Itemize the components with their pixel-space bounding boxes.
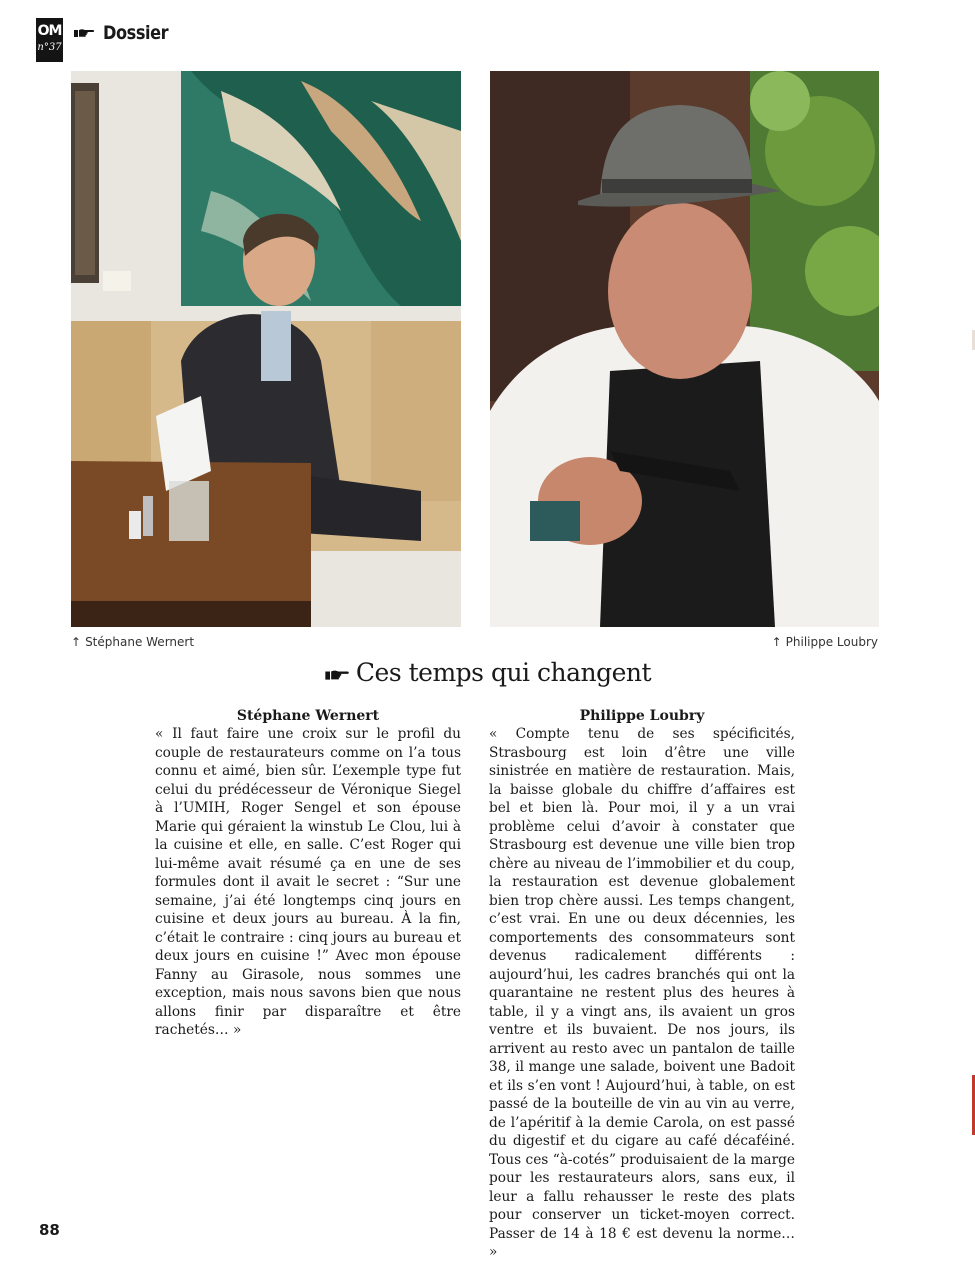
speaker-name: Philippe Loubry xyxy=(579,708,705,724)
page-number: 88 xyxy=(39,1221,60,1239)
pointing-hand-icon xyxy=(324,668,350,682)
photo-caption-right xyxy=(772,635,878,649)
quote-text: « Compte tenu de ses spécificités, Strasbourg est loin d’être une ville sinistrée en matière de restauration. Mais, la baisse globale du chiffre d’affaires est bel et bien là. Pour moi, il y a un vrai problème celui d’avoir à constater que Strasbourg est devenue une ville bien trop chère au niveau de l’immobilier et du coup, la restauration est devenue globalement bien trop chère aussi. Les temps changent, c’est vrai. En une ou deux décennies, les comportements des consommateurs sont devenus radicalement différents : aujourd’hui, les cadres branchés qui ont la quarantaine ne restent plus des heures à table, il y a vingt ans, ils avaient un gros ventre et ils buvaient. De nos jours, ils arrivent au resto avec un pantalon de taille 38, il mange une salade, boivent une Badoit et ils s’en vont ! Aujourd’hui, à table, on est passé de la bouteille de vin au vin au verre, de l’apéritif à la demie Carola, on est passé du digestif et du cigare au café décaféiné. Tous ces “à-cotés” produisaient de la marge pour les restaurateurs alors, sans eux, il leur a fallu rehausser le reste des plats pour conserver un ticket-moyen correct. Passer de 14 à 18 € est devenu la norme… » xyxy=(489,726,795,1260)
quote-text: « Il faut faire une croix sur le profil du couple de restaurateurs comme on l’a tous connu et aimé, bien sûr. L’exemple type fut celui du prédécesseur de Véronique Siegel à l’UMIH, Roger Sengel et son épouse Marie qui géraient la winstub Le Clou, lui à la cuisine et elle, en salle. C’est Roger qui lui-même avait résumé ça en une de ses formules dont il avait le secret : “Sur une semaine, j’ai été longtemps cinq jours en cuisine et deux jours au bureau. À la fin, c’était le contraire : cinq jours au bureau et deux jours en cuisine !” Avec mon épouse Fanny au Girasole, nous sommes une exception, mais nous savons bien que nous allons finir par disparaître et être rachetés… » xyxy=(155,726,461,1038)
quote-column-left xyxy=(155,707,461,1040)
magazine-logo xyxy=(36,18,63,62)
photo-philippe-loubry xyxy=(490,71,879,627)
quote-column-right xyxy=(489,707,795,1262)
caption-text-left: Stéphane Wernert xyxy=(85,635,195,649)
arrow-up-icon: ↑ xyxy=(71,635,82,649)
section-title: Dossier xyxy=(103,22,169,44)
caption-text-right: Philippe Loubry xyxy=(785,635,878,649)
photo-caption-left xyxy=(71,635,194,649)
headline-text: Ces temps qui changent xyxy=(355,658,652,687)
photo-stephane-wernert xyxy=(71,71,461,627)
logo-text: OM xyxy=(37,23,62,39)
arrow-up-icon: ↑ xyxy=(771,635,782,649)
pointing-hand-icon xyxy=(73,27,95,39)
speaker-name: Stéphane Wernert xyxy=(236,708,380,724)
issue-number: n°37 xyxy=(37,42,62,53)
section-header xyxy=(73,22,180,44)
article-headline xyxy=(0,658,975,687)
